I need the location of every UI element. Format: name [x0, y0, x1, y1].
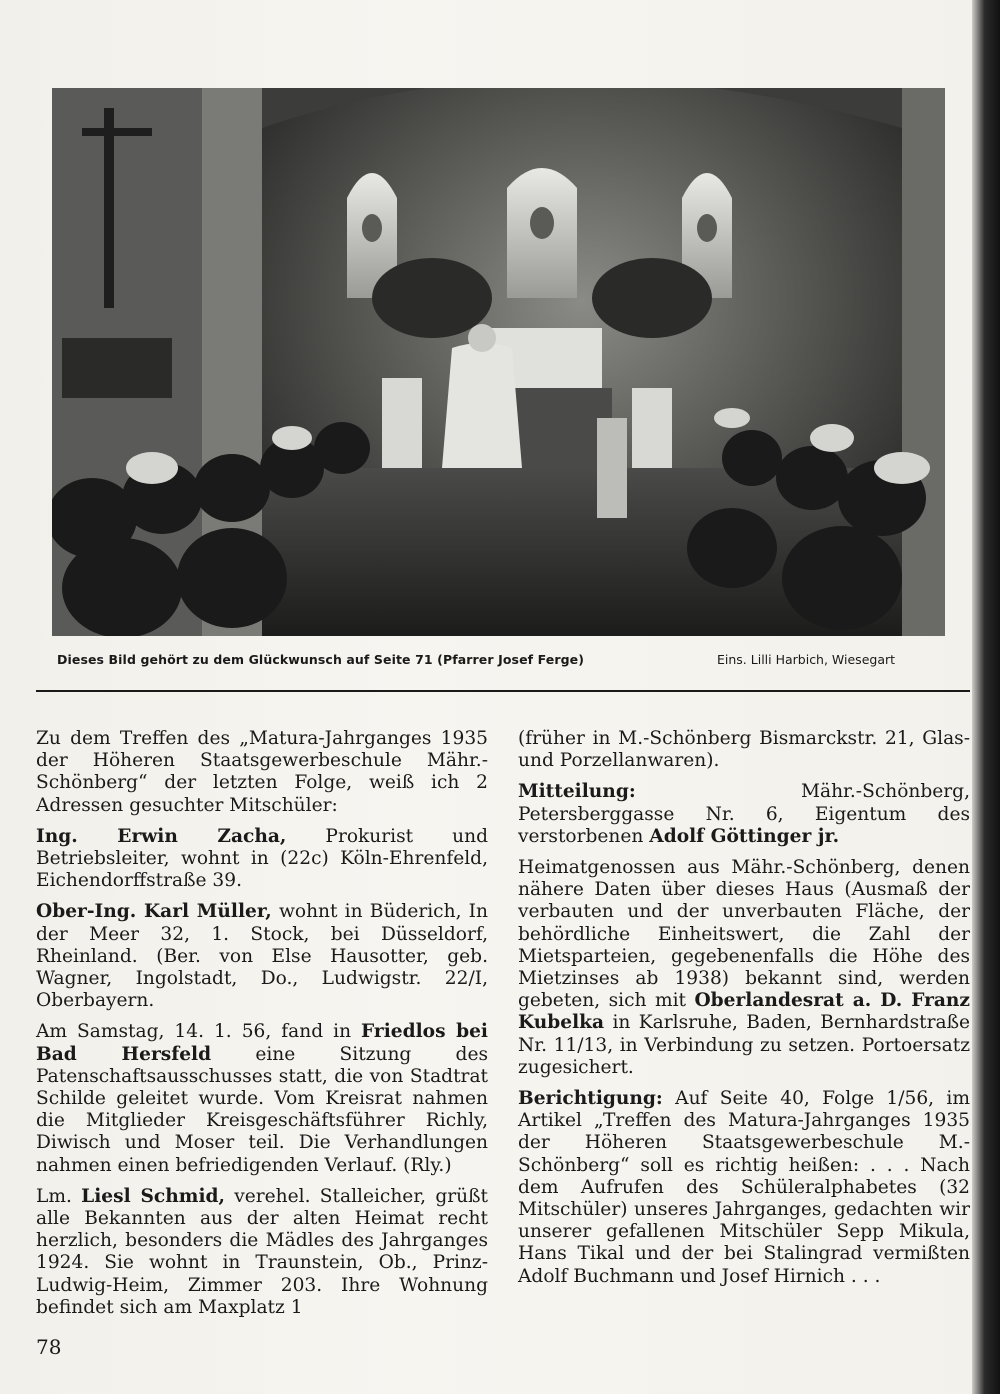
paragraph	[36, 901, 488, 1012]
church-photo	[52, 88, 945, 636]
paragraph	[36, 1021, 488, 1176]
bold-name: Oberlandesrat a. D. Franz Kubelka	[518, 990, 970, 1034]
right-text-column	[518, 728, 970, 1297]
paragraph-text: in Karlsruhe, Baden, Bernhardstraße Nr. 11/13, in Verbindung zu setzen. Portoersatz zugesichert.	[518, 1012, 970, 1078]
church-interior-image	[52, 88, 945, 636]
bold-name: Friedlos bei Bad Hersfeld	[36, 1021, 488, 1065]
paragraph	[36, 728, 488, 817]
bold-name: Liesl Schmid,	[81, 1185, 225, 1207]
paragraph-text: Prokurist und Betriebsleiter, wohnt in (22c) Köln-Ehrenfeld, Eichendorffstraße 39.	[36, 825, 488, 892]
paragraph-text: eine Sitzung des Patenschaftsausschusses statt, die von Stadtrat Schilde geleitet wurde. Vom Kreisrat nahmen die Mitglieder Kreisgeschäftsführer Richly, Diwisch und Moser teil. Die Verhandlungen nahmen einen befriedigenden Verlauf. (Rly.)	[36, 1043, 489, 1176]
paragraph	[518, 781, 970, 848]
paragraph-text: Heimatgenossen aus Mähr.-Schönberg, denen nähere Daten über dieses Haus (Ausmaß der verbauten und der unverbauten Fläche, der behördliche Einheitswert, die Zahl der Mietsparteien, gegebenenfalls die Höhe des Mietzinses ab 1938) bekannt sind, werden gebeten, sich mit	[518, 857, 970, 1012]
bold-name: Mitteilung:	[518, 781, 636, 803]
paragraph	[518, 857, 970, 1079]
paragraph	[36, 1186, 488, 1319]
paragraph-text: wohnt in Büderich, In der Meer 32, 1. Stock, bei Düsseldorf, Rheinland. (Ber. von Else Hausotter, geb. Wagner, Ingolstadt, Do., Ludwigstr. 22/I, Oberbayern.	[36, 901, 488, 1012]
paragraph	[518, 1088, 970, 1288]
section-divider	[36, 690, 970, 692]
page-number: 78	[36, 1335, 62, 1359]
paragraph	[518, 728, 970, 772]
page-edge-shadow	[972, 0, 1000, 1394]
bold-name: Ing. Erwin Zacha,	[36, 825, 287, 847]
paragraph	[36, 826, 488, 893]
bold-name: Adolf Göttinger jr.	[649, 825, 840, 847]
paragraph-text: verehel. Stalleicher, grüßt alle Bekannten aus der alten Heimat recht herzlich, besonders die Mädles des Jahrganges 1924. Sie wohnt in Traunstein, Ob., Prinz-Ludwig-Heim, Zimmer 203. Ihre Wohnung befindet sich am Maxplatz 1	[36, 1185, 488, 1318]
bold-name: Ober-Ing. Karl Müller,	[36, 901, 272, 923]
paragraph-text: Lm.	[36, 1185, 82, 1207]
left-text-column	[36, 728, 488, 1328]
bold-name: Berichtigung:	[518, 1088, 663, 1110]
paragraph-text: Am Samstag, 14. 1. 56, fand in	[36, 1021, 362, 1043]
paragraph-text: (früher in M.-Schönberg Bismarckstr. 21, Glas- und Porzellanwaren).	[518, 728, 970, 772]
photo-credit: Eins. Lilli Harbich, Wiesegart	[717, 652, 896, 667]
paragraph-text: Mähr.-Schönberg, Petersberggasse Nr. 6, Eigentum des verstorbenen	[518, 781, 970, 847]
photo-caption: Dieses Bild gehört zu dem Glückwunsch auf Seite 71 (Pfarrer Josef Ferge)	[57, 652, 585, 667]
paragraph-text: Zu dem Treffen des „Matura-Jahrganges 1935 der Höheren Staatsgewerbeschule Mähr.-Schönberg“ der letzten Folge, weiß ich 2 Adressen gesuchter Mitschüler:	[36, 728, 488, 816]
paragraph-text: Auf Seite 40, Folge 1/56, im Artikel „Treffen des Matura-Jahrganges 1935 der Höheren Staatsgewerbeschule M.-Schönberg“ soll es richtig heißen: . . . Nach dem Aufrufen des Schüleralphabetes (32 Mitschüler) unseres Jahrganges, gedachten wir unserer gefallenen Mitschüler Sepp Mikula, Hans Tikal und der bei Stalingrad vermißten Adolf Buchmann und Josef Hirnich . . .	[518, 1088, 970, 1287]
